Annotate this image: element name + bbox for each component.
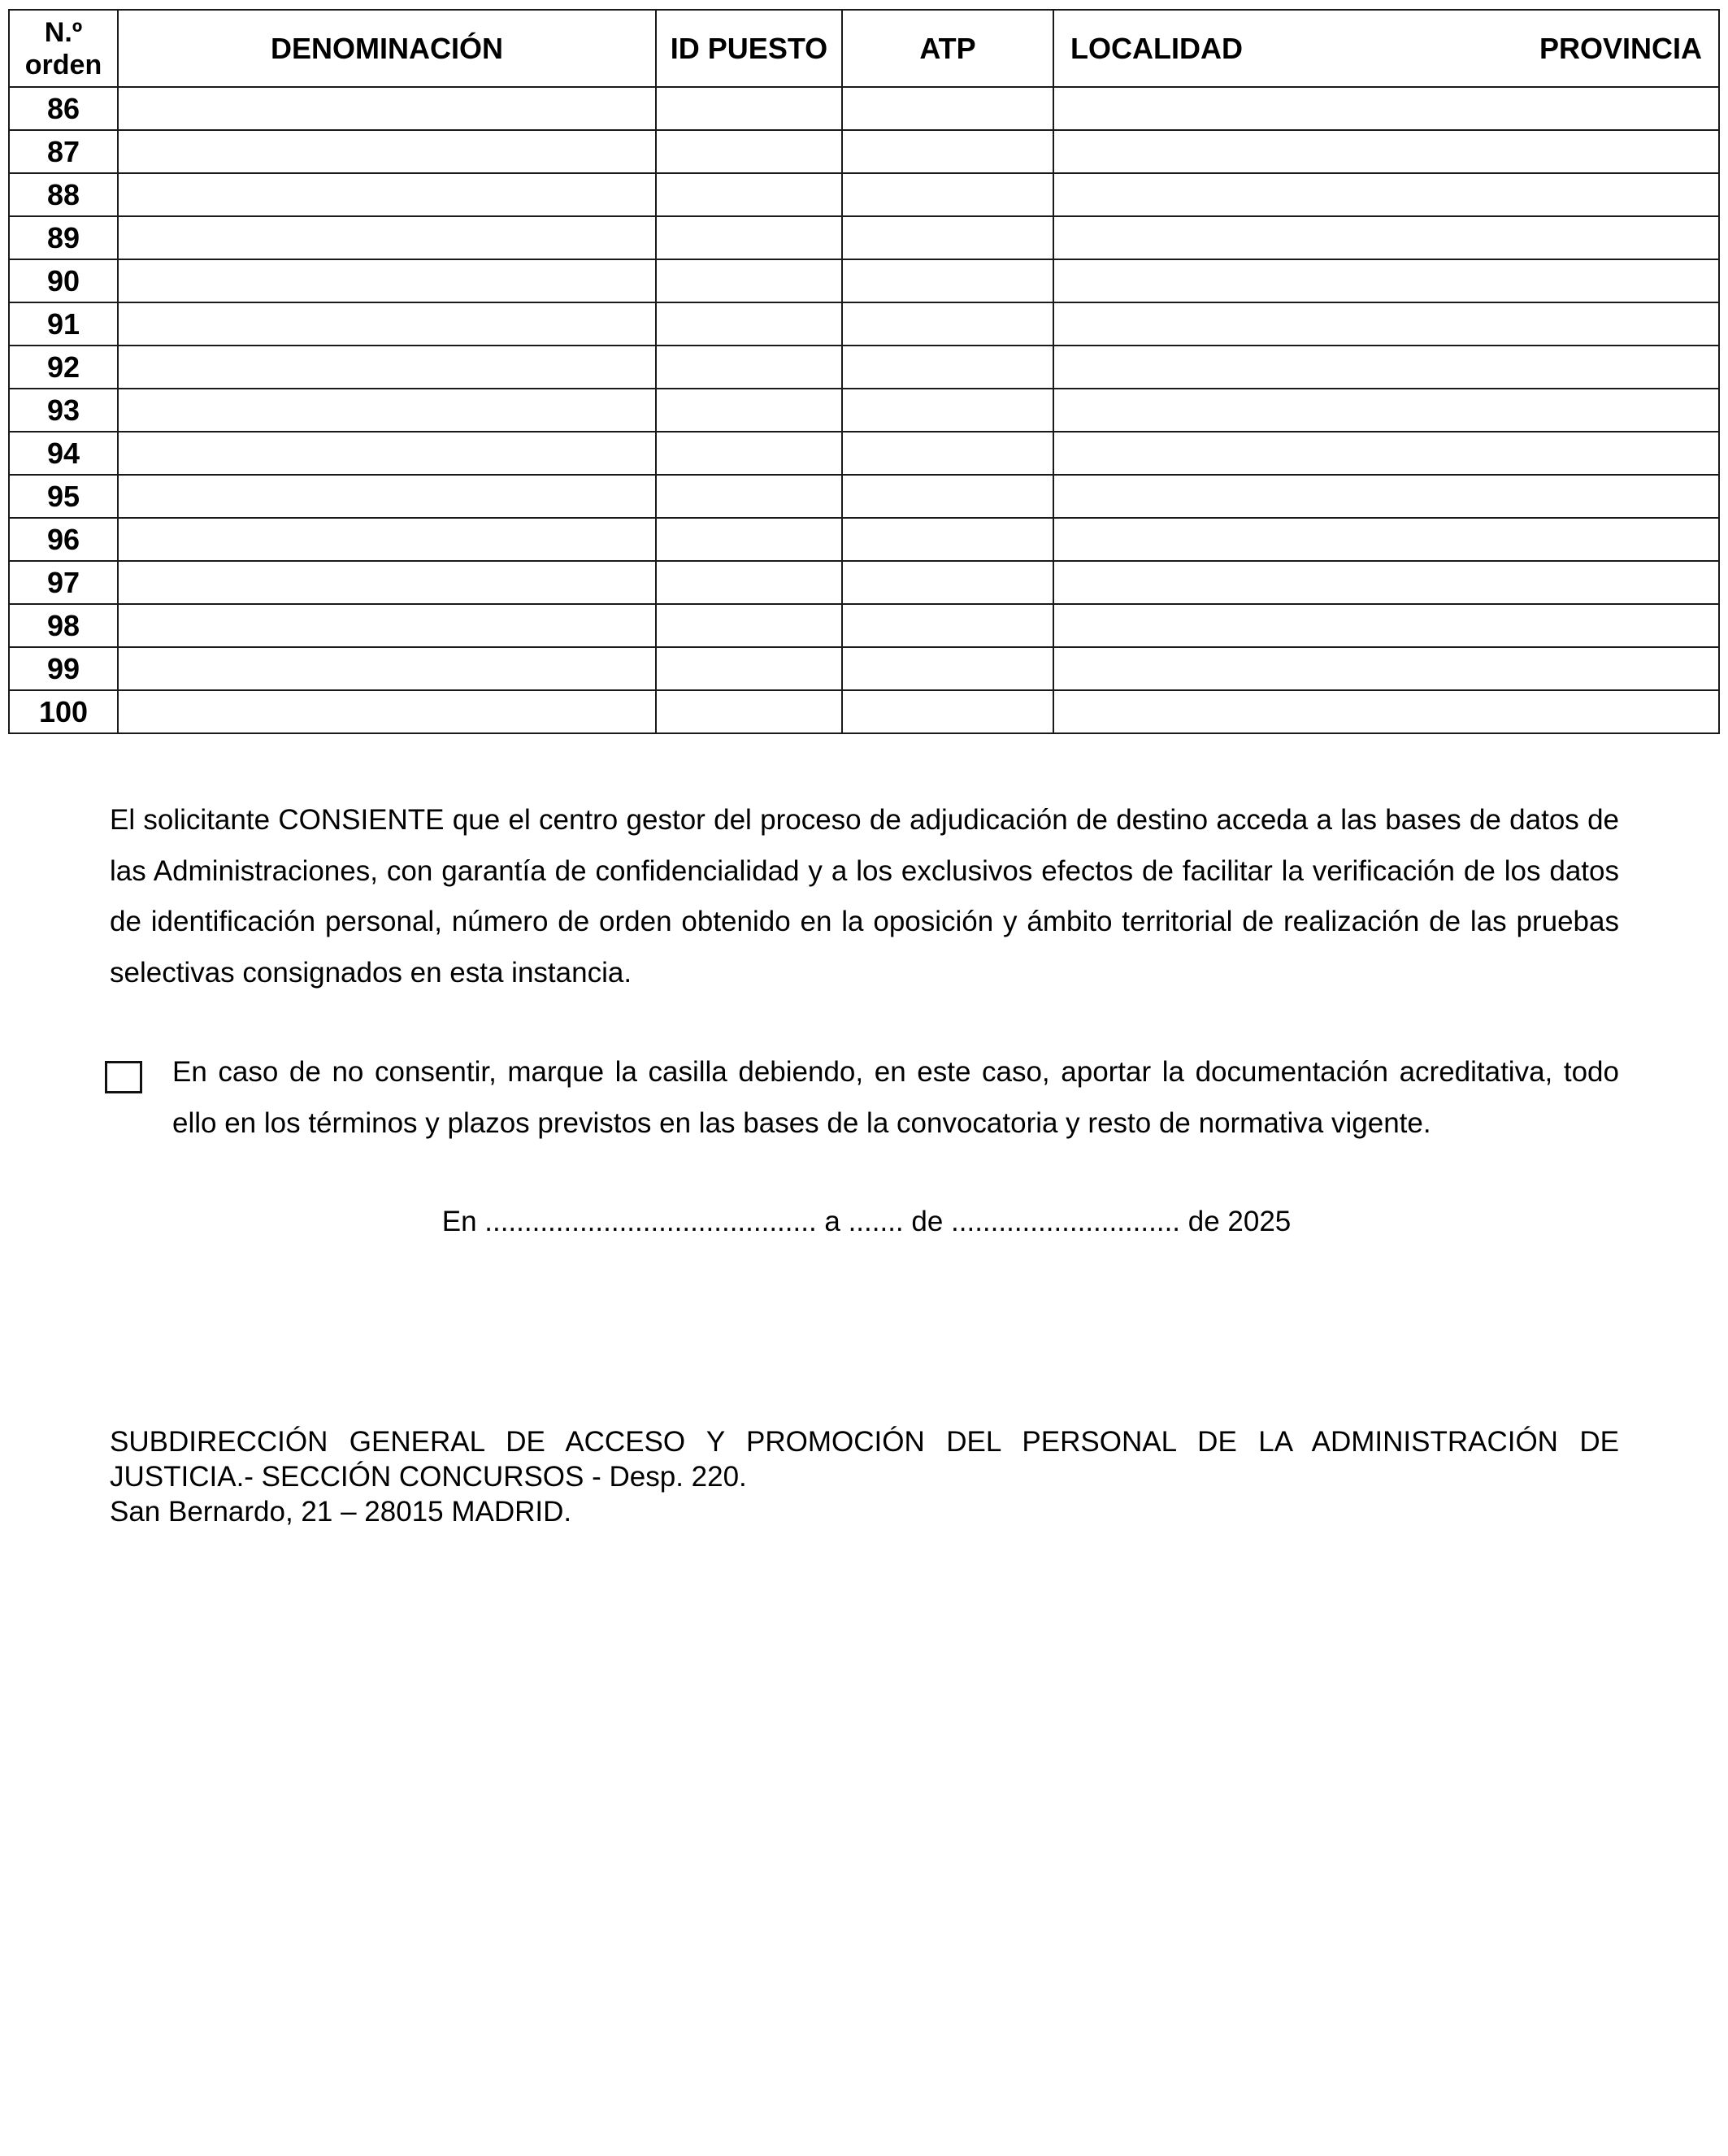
footer-line-3: San Bernardo, 21 – 28015 MADRID. [110, 1496, 572, 1528]
cell-atp[interactable] [842, 346, 1053, 389]
cell-denominacion[interactable] [118, 518, 656, 561]
header-atp: ATP [842, 10, 1053, 87]
cell-localidad-provincia[interactable] [1053, 475, 1719, 518]
cell-localidad-provincia[interactable] [1053, 432, 1719, 475]
cell-localidad-provincia[interactable] [1053, 216, 1719, 259]
footer-line-1: SUBDIRECCIÓN GENERAL DE ACCESO Y PROMOCIÓN DEL PERSONAL DE LA ADMINISTRACIÓN DE [110, 1426, 1619, 1458]
table-row [9, 518, 1719, 561]
cell-atp[interactable] [842, 302, 1053, 346]
cell-atp[interactable] [842, 647, 1053, 690]
row-number: 87 [9, 130, 118, 173]
table-row [9, 130, 1719, 173]
row-number: 99 [9, 647, 118, 690]
table-row [9, 475, 1719, 518]
cell-id-puesto[interactable] [656, 87, 842, 130]
cell-denominacion[interactable] [118, 475, 656, 518]
row-number: 97 [9, 561, 118, 604]
cell-localidad-provincia[interactable] [1053, 130, 1719, 173]
row-number: 98 [9, 604, 118, 647]
table-row [9, 346, 1719, 389]
cell-localidad-provincia[interactable] [1053, 647, 1719, 690]
no-consent-text: En caso de no consentir, marque la casilla debiendo, en este caso, aportar la documentación acreditativa, todo ello en los términos y plazos previstos en las bases de la convocatoria y resto de normativa vigente. [172, 1056, 1619, 1139]
header-localidad: LOCALIDAD [1070, 31, 1243, 65]
cell-atp[interactable] [842, 475, 1053, 518]
table-row [9, 87, 1719, 130]
table-body [9, 87, 1719, 733]
cell-localidad-provincia[interactable] [1053, 87, 1719, 130]
cell-id-puesto[interactable] [656, 518, 842, 561]
header-provincia: PROVINCIA [1539, 31, 1702, 65]
cell-localidad-provincia[interactable] [1053, 173, 1719, 216]
cell-id-puesto[interactable] [656, 690, 842, 733]
cell-id-puesto[interactable] [656, 302, 842, 346]
cell-id-puesto[interactable] [656, 130, 842, 173]
cell-localidad-provincia[interactable] [1053, 561, 1719, 604]
row-number: 92 [9, 346, 118, 389]
cell-atp[interactable] [842, 561, 1053, 604]
cell-denominacion[interactable] [118, 561, 656, 604]
cell-denominacion[interactable] [118, 604, 656, 647]
cell-denominacion[interactable] [118, 690, 656, 733]
header-num-line1: N.º [44, 16, 83, 48]
destinations-table [8, 9, 1720, 734]
row-number: 90 [9, 259, 118, 302]
cell-denominacion[interactable] [118, 389, 656, 432]
row-number: 96 [9, 518, 118, 561]
cell-localidad-provincia[interactable] [1053, 690, 1719, 733]
cell-id-puesto[interactable] [656, 647, 842, 690]
cell-localidad-provincia[interactable] [1053, 302, 1719, 346]
table-row [9, 561, 1719, 604]
footer-line-2: JUSTICIA.- SECCIÓN CONCURSOS - Desp. 220. [110, 1461, 747, 1493]
cell-localidad-provincia[interactable] [1053, 259, 1719, 302]
cell-denominacion[interactable] [118, 173, 656, 216]
table-row [9, 389, 1719, 432]
cell-denominacion[interactable] [118, 302, 656, 346]
cell-atp[interactable] [842, 259, 1053, 302]
cell-atp[interactable] [842, 604, 1053, 647]
cell-atp[interactable] [842, 173, 1053, 216]
table-row [9, 432, 1719, 475]
table-row [9, 604, 1719, 647]
cell-denominacion[interactable] [118, 432, 656, 475]
no-consent-checkbox[interactable] [105, 1061, 142, 1093]
table-row [9, 216, 1719, 259]
table-row [9, 173, 1719, 216]
header-num-line2: orden [24, 49, 102, 80]
cell-id-puesto[interactable] [656, 259, 842, 302]
cell-localidad-provincia[interactable] [1053, 604, 1719, 647]
cell-denominacion[interactable] [118, 130, 656, 173]
cell-id-puesto[interactable] [656, 561, 842, 604]
cell-localidad-provincia[interactable] [1053, 389, 1719, 432]
cell-localidad-provincia[interactable] [1053, 518, 1719, 561]
row-number: 95 [9, 475, 118, 518]
cell-atp[interactable] [842, 690, 1053, 733]
row-number: 91 [9, 302, 118, 346]
footer-address [110, 1424, 1619, 1529]
table-row [9, 302, 1719, 346]
date-place-line: En .......................................... a ....... de ............................. de 2025 [441, 1206, 1292, 1237]
row-number: 88 [9, 173, 118, 216]
cell-atp[interactable] [842, 518, 1053, 561]
cell-denominacion[interactable] [118, 87, 656, 130]
cell-localidad-provincia[interactable] [1053, 346, 1719, 389]
table-row [9, 259, 1719, 302]
cell-atp[interactable] [842, 432, 1053, 475]
consent-paragraph: El solicitante CONSIENTE que el centro gestor del proceso de adjudicación de destino acceda a las bases de datos de las Administraciones, con garantía de confidencialidad y a los exclusivos efectos de facilitar la verificación de los datos de identificación personal, número de orden obtenido en la oposición y ámbito territorial de realización de las pruebas selectivas consignados en esta instancia. [110, 804, 1619, 989]
cell-atp[interactable] [842, 389, 1053, 432]
cell-denominacion[interactable] [118, 346, 656, 389]
cell-id-puesto[interactable] [656, 475, 842, 518]
header-denominacion: DENOMINACIÓN [118, 10, 656, 87]
row-number: 100 [9, 690, 118, 733]
row-number: 94 [9, 432, 118, 475]
cell-id-puesto[interactable] [656, 216, 842, 259]
table-row [9, 647, 1719, 690]
cell-denominacion[interactable] [118, 216, 656, 259]
table-header-row [9, 10, 1719, 87]
cell-atp[interactable] [842, 216, 1053, 259]
cell-atp[interactable] [842, 87, 1053, 130]
header-id-puesto: ID PUESTO [656, 10, 842, 87]
header-num-orden [9, 10, 118, 87]
table-row [9, 690, 1719, 733]
cell-id-puesto[interactable] [656, 389, 842, 432]
cell-id-puesto[interactable] [656, 432, 842, 475]
row-number: 93 [9, 389, 118, 432]
row-number: 89 [9, 216, 118, 259]
header-localidad-provincia [1053, 10, 1719, 87]
cell-id-puesto[interactable] [656, 604, 842, 647]
cell-denominacion[interactable] [118, 259, 656, 302]
cell-denominacion[interactable] [118, 647, 656, 690]
row-number: 86 [9, 87, 118, 130]
cell-atp[interactable] [842, 130, 1053, 173]
cell-id-puesto[interactable] [656, 346, 842, 389]
cell-id-puesto[interactable] [656, 173, 842, 216]
